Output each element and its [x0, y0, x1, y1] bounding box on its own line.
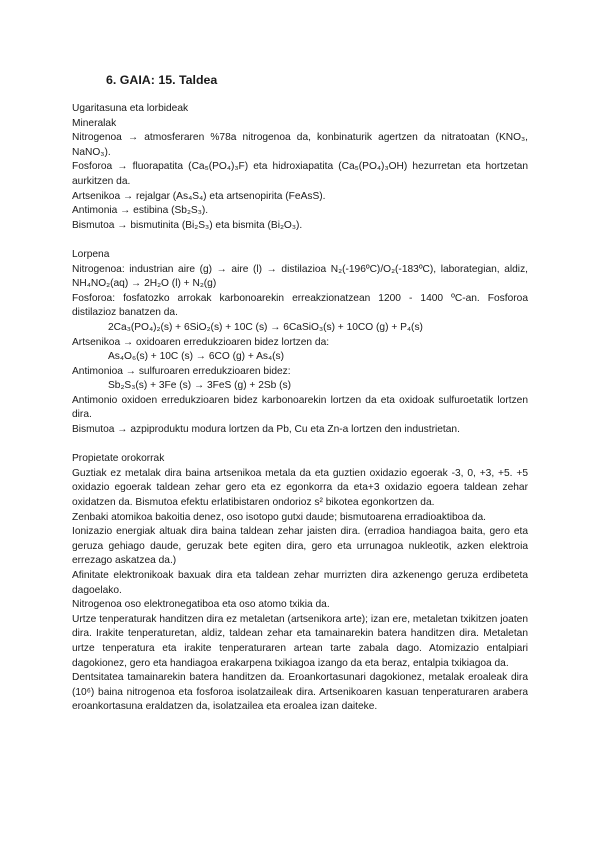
- section-heading: Ugaritasuna eta lorbideak: [72, 103, 189, 114]
- paragraph: Nitrogenoa: industrian aire (g) → aire (l) → distilazioa N₂(-196ºC)/O₂(-183ºC), laborategian, aldiz, NH₄NO₂(aq) → 2H₂O (l) + N₂(g): [72, 263, 528, 290]
- paragraph: Zenbaki atomikoa bakoitia denez, oso isotopo gutxi daude; bismutoarena erradioaktiboa da.: [72, 511, 486, 523]
- paragraph: Dentsitatea tamainarekin batera handitzen da. Eroankortasunari dagokionez, metalak eroaleak dira (10⁶) baina nitrogenoa eta fosforoa isolatzaileak dira. Artsenikoaren kasuan tenperaturaren arabera eroankortasuna eraldatzen da, isolatzailea eta eroalea izan daiteke.: [72, 672, 528, 713]
- equation: 2Ca₃(PO₄)₂(s) + 6SiO₂(s) + 10C (s) → 6CaSiO₃(s) + 10CO (g) + P₄(s): [108, 321, 423, 333]
- document-title: 6. GAIA: 15. Taldea: [106, 73, 218, 87]
- paragraph: Fosforoa → fluorapatita (Ca₅(PO₄)₃F) eta hidroxiapatita (Ca₅(PO₄)₃OH) hezurretan eta hortzetan aurkitzen da.: [72, 161, 528, 187]
- section-general-properties: [72, 452, 528, 715]
- section-heading: Lorpena: [72, 248, 110, 260]
- paragraph: Nitrogenoa oso elektronegatiboa eta oso atomo txikia da.: [72, 599, 330, 611]
- subsection-heading: Mineralak: [72, 117, 117, 129]
- section-heading: Propietate orokorrak: [72, 453, 165, 465]
- document-page: [72, 72, 528, 715]
- equation: Sb₂S₃(s) + 3Fe (s) → 3FeS (g) + 2Sb (s): [108, 380, 292, 392]
- paragraph: Bismutoa → azpiproduktu modura lortzen da Pb, Cu eta Zn-a lortzen den industrietan.: [72, 424, 460, 436]
- paragraph: Ionizazio energiak altuak dira baina taldean zehar jaisten dira. (erradioa handiagoa baita, gero eta geruza gehiago daude, geruzak bete egiten dira, gero eta urrunagoa nukleotik, azken elektroia errezago askatzea da.): [72, 526, 528, 567]
- paragraph: Guztiak ez metalak dira baina artsenikoa metala da eta guztien oxidazio egoerak -3, 0, +3, +5. +5 oxidazio egoerak taldean zehar gero eta ez egonkorra da eta+3 oxidazio egoera taldean zehar oxidatzen da. Bismutoa efektu erlatibistaren ondorioz s² bikotea egonkortzen da.: [72, 467, 528, 509]
- section-obtaining: [72, 248, 528, 438]
- paragraph: Antimonia → estibina (Sb₂S₃).: [72, 205, 209, 217]
- paragraph: Artsenikoa → rejalgar (As₄S₄) eta artsenopirita (FeAsS).: [72, 190, 326, 202]
- section-abundance: [72, 102, 528, 233]
- paragraph: Antimonioa → sulfuroaren erredukzioaren bidez:: [72, 365, 291, 377]
- paragraph: Afinitate elektronikoak baxuak dira eta taldean zehar murrizten dira azkenengo geruza erdibeteta dagoelako.: [72, 570, 528, 596]
- paragraph: Bismutoa → bismutinita (Bi₂S₃) eta bismita (Bi₂O₃).: [72, 219, 303, 231]
- paragraph: Fosforoa: fosfatozko arrokak karbonoarekin erreakzionatzean 1200 - 1400 ºC-an. Fosforoa distilazioz banatzen da.: [72, 292, 528, 319]
- paragraph: Antimonio oxidoen erredukzioaren bidez karbonoarekin lortzen da eta oxidoak sulfuroetatik lortzen dira.: [72, 394, 528, 421]
- paragraph: Artsenikoa → oxidoaren erredukzioaren bidez lortzen da:: [72, 336, 330, 348]
- paragraph: Nitrogenoa → atmosferaren %78a nitrogenoa da, konbinaturik agertzen da nitratoatan (KNO₃, NaNO₃).: [72, 132, 528, 158]
- paragraph: Urtze tenperaturak handitzen dira ez metaletan (artsenikora arte); izan ere, metaletan txikitzen joaten dira. Irakite tenperaturetan, aldiz, taldean zehar eta tamainarekin batera handitzen dira. Metaletan urtze tenperatura eta irakite tenperaturaren artean tarte zabala dago. Atomizazio entalpiari dagokionez, gero eta handiagoa erakarpena txikiagoa izango da eta beraz, entalpia txikiagoa da.: [72, 613, 528, 669]
- equation: As₄O₆(s) + 10C (s) → 6CO (g) + As₄(s): [108, 351, 285, 363]
